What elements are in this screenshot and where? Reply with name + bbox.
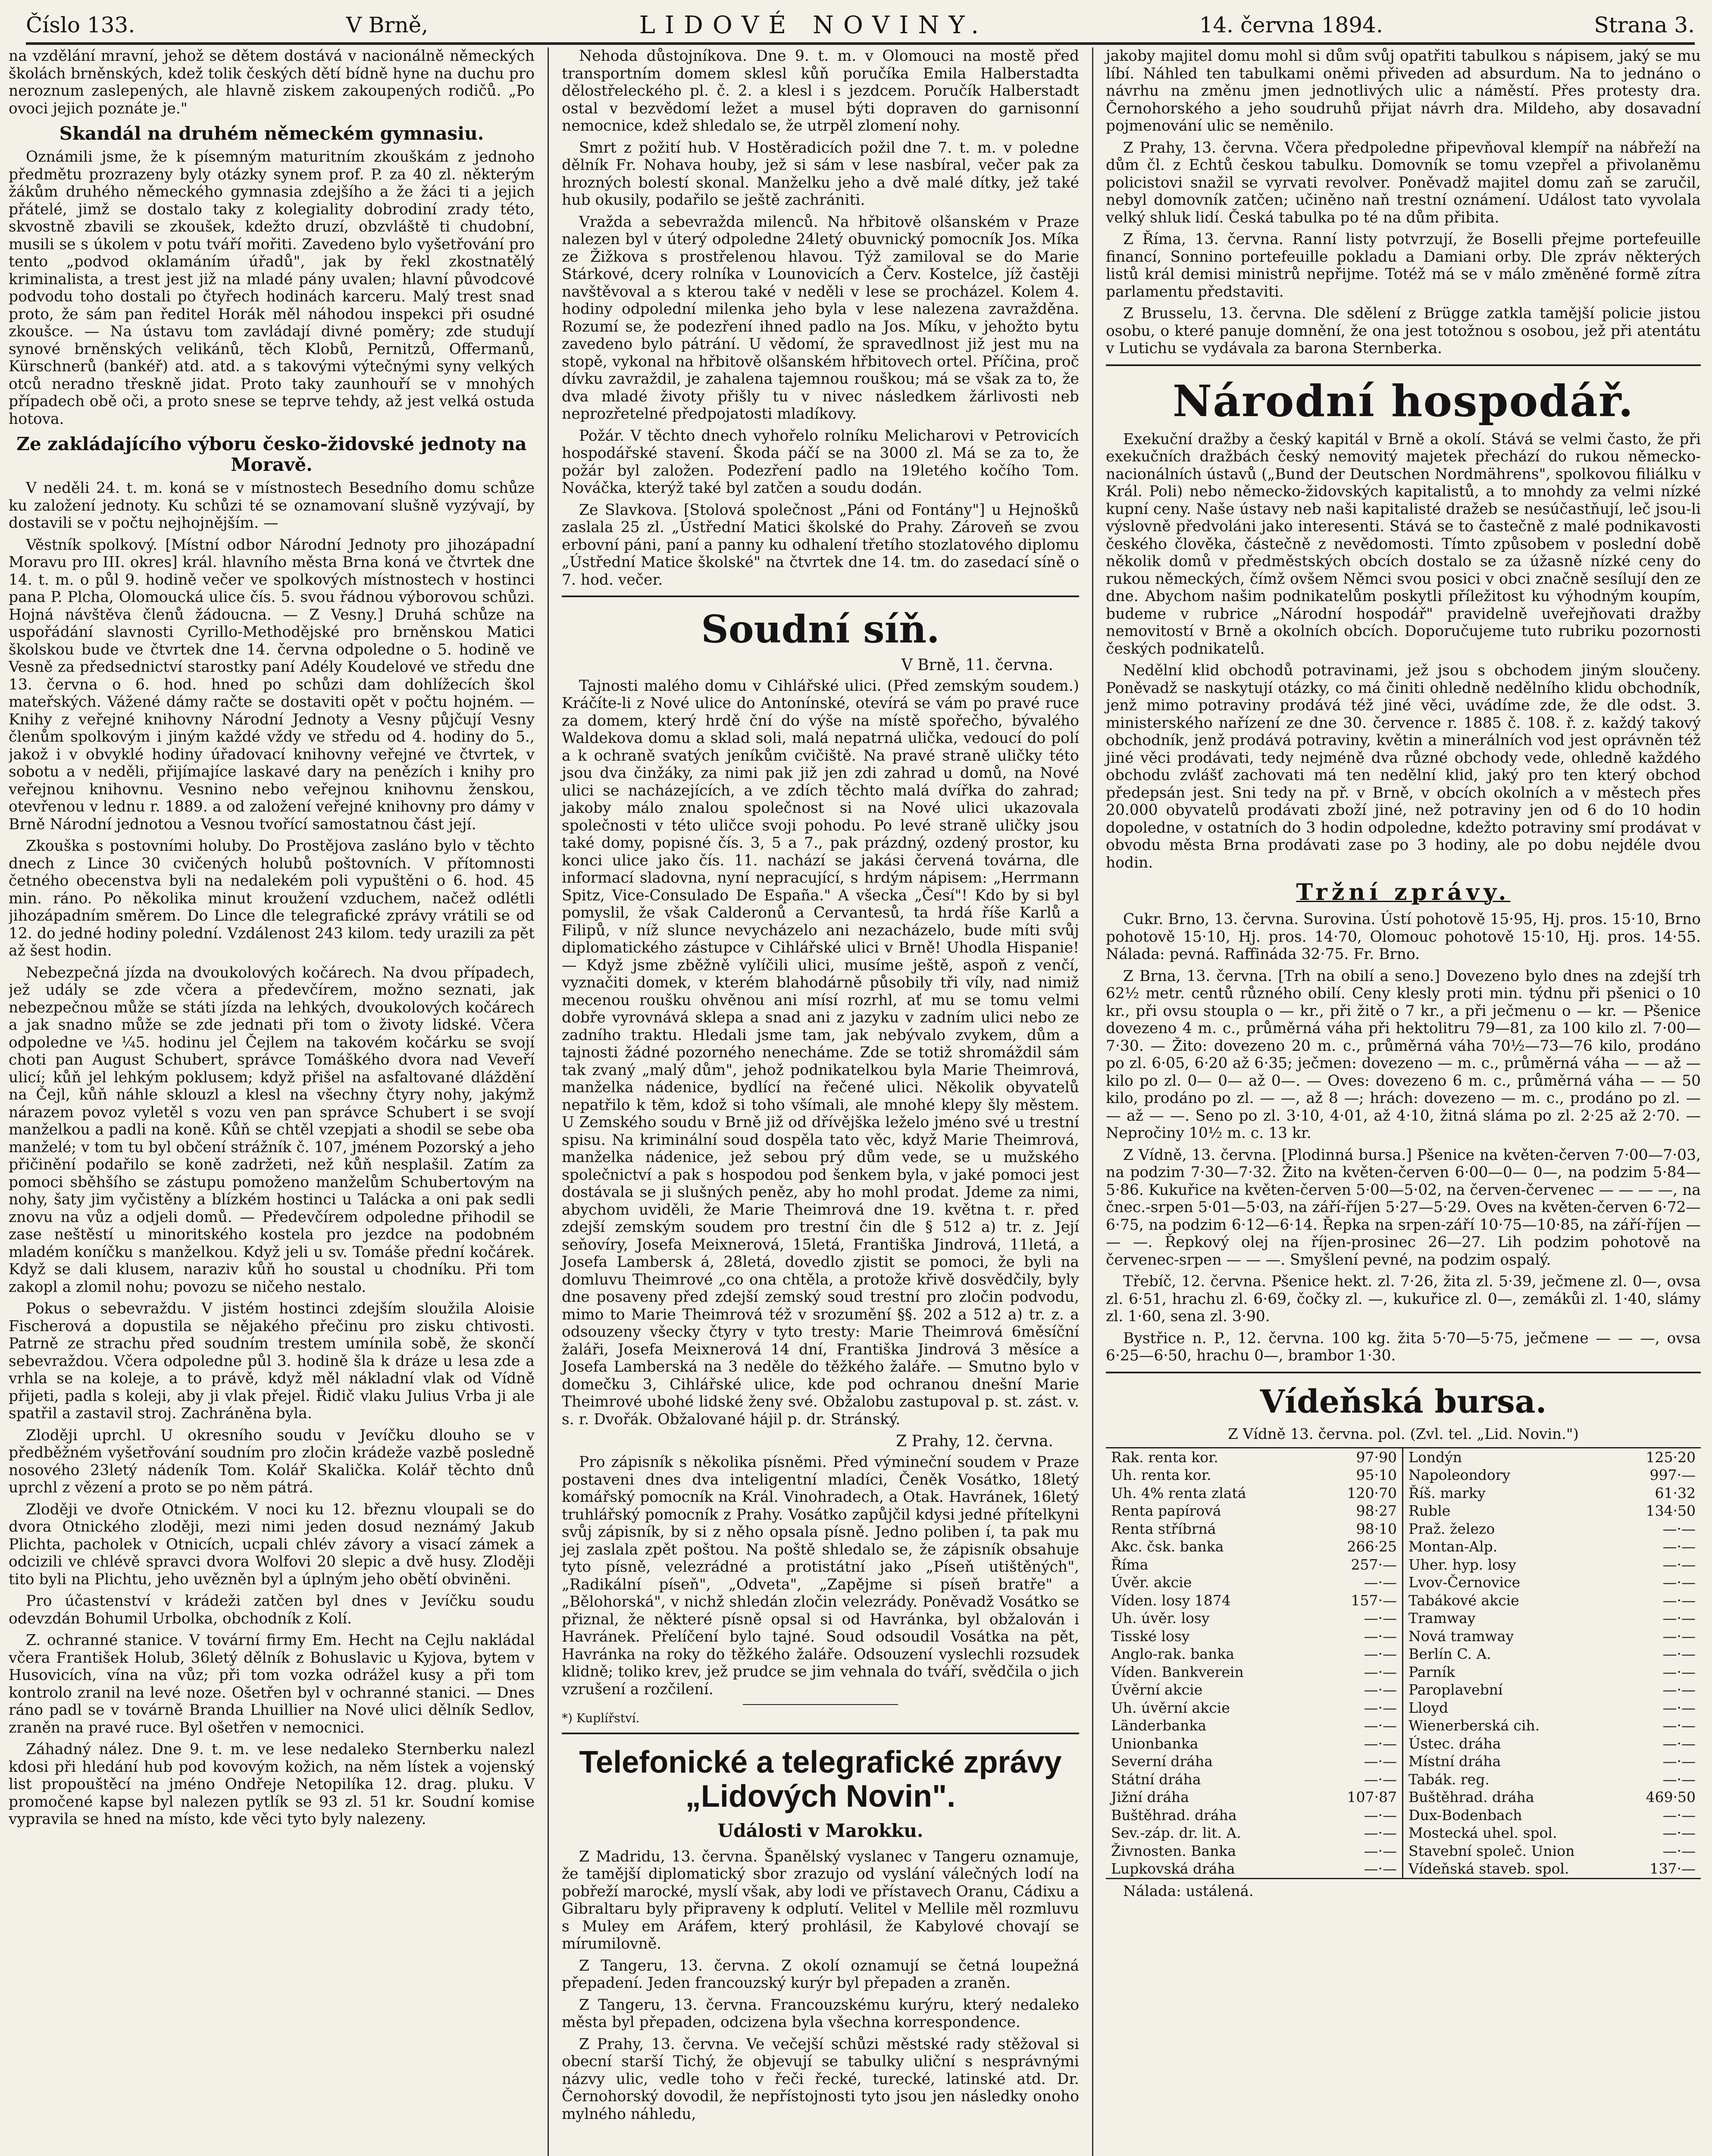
bourse-security-price: 98·10 — [1356, 1520, 1397, 1537]
section-title-vienna-bourse: Vídeňská bursa. — [1260, 1383, 1547, 1420]
bourse-security-name: Uh. úvěrní akcie — [1111, 1699, 1230, 1716]
article-text: Z Prahy, 13. června. Včera předpoledne připevňoval klempíř na nábřeží na dům čl. z Echtů českou tabulku. Domovník se tomu vzepřel a přivolaněmu policistovi snažil se vyrvati revolver. Poněvadž majitel domu zaň se zaručil, nebyl domovník zatčen; učiněno naň trestní oznámení. Událost tato vyvolala velký shluk lidí. Česká tabulka po té na dům přibita. — [1106, 139, 1701, 226]
bourse-subheading: Z Vídně 13. června. pol. (Zvl. tel. „Lid. Novin.") — [1228, 1425, 1579, 1443]
article-text: Zloději uprchl. U okresního soudu v Jevíčku dlouho se v předběžném vyšetřování soudním pro zločin krádeže vazbě posledně nosového 23letý nádeník Tom. Kolář Skalička. Kolář těchto dnů uprchl z vězení a proto se po něm pátrá. — [9, 1426, 535, 1496]
bourse-security-name: Víden. losy 1874 — [1111, 1592, 1231, 1609]
bourse-row — [1106, 1788, 1402, 1806]
bourse-security-name: Montan-Alp. — [1408, 1538, 1498, 1555]
bourse-security-price: —·— — [1662, 1842, 1696, 1859]
article-text: Z. ochranné stanice. V tovární firmy Em. Hecht na Cejlu nakládal včera František Holub, 36letý dělník z Bohuslavic u Kyjova, bytem v Husovicích, vína na vůz; při tom vozka odrážel kusy a při tom kontrolo zranil na levé noze. Ošetřen byl v ochranné stanici. — Dnes ráno padl se v továrně Branda Lhuillier na Nové ulici dělník Sedlov, zraněn na pravé ruce. Byl ošetřen v nemocnici. — [9, 1632, 535, 1736]
bourse-security-name: Uher. hyp. losy — [1408, 1556, 1516, 1573]
bourse-row — [1403, 1502, 1701, 1520]
bourse-security-price: —·— — [1662, 1771, 1696, 1788]
bourse-security-price: 997·— — [1649, 1467, 1696, 1484]
bourse-row — [1106, 1842, 1402, 1860]
bourse-row — [1403, 1448, 1701, 1467]
bourse-security-price: 107·87 — [1347, 1789, 1397, 1806]
bourse-security-price: —·— — [1662, 1538, 1696, 1555]
bourse-security-price: —·— — [1662, 1645, 1696, 1663]
bourse-security-name: Úvěr. akcie — [1111, 1574, 1192, 1591]
bourse-row — [1403, 1484, 1701, 1502]
section-heading: Ze zakládajícího výboru česko-židovské jednoty na Moravě. — [16, 433, 527, 475]
dateline: V Brně, 11. června. — [901, 656, 1053, 674]
bourse-row — [1106, 1484, 1402, 1502]
bourse-security-name: Buštěhrad. dráha — [1408, 1789, 1534, 1806]
bourse-row — [1403, 1520, 1701, 1538]
bourse-security-price: —·— — [1364, 1663, 1397, 1680]
bourse-security-name: Říš. marky — [1408, 1484, 1486, 1501]
bourse-row — [1106, 1735, 1402, 1753]
bourse-security-price: 157·— — [1351, 1592, 1397, 1609]
bourse-row — [1106, 1520, 1402, 1538]
bourse-security-price: —·— — [1364, 1753, 1397, 1770]
bourse-right-column — [1403, 1448, 1701, 1878]
article-text: Třebíč, 12. června. Pšenice hekt. zl. 7·26, žita zl. 5·39, ječmene zl. 0—, ovsa zl. 6·51, hrachu zl. 6·69, čočky zl. —, kukuřice zl. 0—, zemákůi zl. 1·40, slámy zl. 1·60, sena zl. 3·90. — [1106, 1273, 1701, 1325]
article-text: Cukr. Brno, 13. června. Surovina. Ústí pohotově 15·95, Hj. pros. 15·10, Brno pohotově 15·10, Hj. pros. 14·70, Olomouc pohotově 15·10, Hj. pros. 14·55. Nálada: pevná. Raffináda 32·75. Fr. Brno. — [1106, 911, 1701, 963]
article-text: Vražda a sebevražda milenců. Na hřbitově olšanském v Praze nalezen byl v úterý odpoledne 24letý obuvnický pomocník Jos. Míka ze Žižkova s prostřelenou hlavou. Týž zamiloval se do Marie Stárkové, dcery rolníka v Lounovicích a Červ. Kostelce, jíž častěji navštěvoval a s kterou také v neděli v lese se procházel. Kolem 4. hodiny odpolední milenka jeho byla v lese nalezena zavražděna. Rozumí se, že podezření ihned padlo na Jos. Míku, v jehožto bytu zavedeno bylo pátrání. U vědomí, že spravedlnost již jest mu na stopě, vykonal na hřbitově olšanském hřbitovech ortel. Příčina, proč dívku zavraždil, je zahalena tajemnou rouškou; má se však za to, že dva mladé životy přišly tu v nivec následkem žárlivosti neb neprozřetelné předpojatosti mladíkovy. — [562, 213, 1079, 423]
bourse-security-name: Mostecká uhel. spol. — [1408, 1824, 1557, 1842]
article-text: Pokus o sebevraždu. V jistém hostinci zdejším sloužila Aloisie Fischerová a dopustila se nějakého přečinu pro zisku chtivosti. Patrně ze strachu před soudním trestem umínila sobě, že skončí sebevraždou. Včera odpoledne půl 3. hodině šla k dráze u lesa zde a vrhla se na koleje, a to právě, když měl nákladní vlak od Vídně přijeti, padla s koleji, aby ji vlak přejel. Řidič vlaku Julius Vrba ji ale spatřil a zastavil stroj. Zachráněna byla. — [9, 1300, 535, 1422]
bourse-security-name: Ruble — [1408, 1502, 1451, 1520]
bourse-row — [1106, 1806, 1402, 1824]
section-title-narodni-hospodar: Národní hospodář. — [1172, 375, 1634, 426]
article-text: Pro zápisník s několika písněmi. Před výmineční soudem v Praze postaveni dnes dva inteligentní mladíci, Čeněk Vosátko, 18letý komářský pomocník na Král. Vinohradech, a Otak. Havránek, 16letý truhlářský pomocník z Prahy. Vosátko zapůjčil kdysi jedné přítelkyni svůj zápisník, by si z něho opsala písně. Jedno poliben í, ta pak mu jej zaslala zpět poštou. Na poště shledalo se, že zápisník obsahuje tyto písně, velezrádné a protistátní jako „Píseň utištěných", „Radikální píseň", „Odveta", „Zapějme si píseň bratře" a „Bělohorská", v nichž shledán zločin velezrády. Poněvadž Vosátko se přiznal, že některé písně opsal si od Havránka, byl obžalován i Havránek. Přelíčení bylo tajné. Soud odsoudil Vosátka na pět, Havránka na roky do těžkého žaláře. Odsouzení vyslechli rozsudek klidně; toliko krev, jež prudce se jim vehnala do tváří, svědčila o jich vzrušení a rozčilení. — [562, 1454, 1079, 1698]
bourse-security-name: Unionbanka — [1111, 1735, 1199, 1752]
bourse-security-price: —·— — [1662, 1735, 1696, 1752]
bourse-security-price: 469·50 — [1646, 1789, 1696, 1806]
article-text: Tajnosti malého domu v Cihlářské ulici. (Před zemským soudem.) Kráčíte-li z Nové ulice do Antonínské, otevírá se vám po pravé ruce za domem, který hrdě ční do výše na místě spořečho, bývalého Waldekova domu a sklad soli, malá nepatrná ulička, vedoucí do polí a k ochraně svatých jeníkům cvičiště. Na pravé straně uličky této jsou dva činžáky, za nimi pak již jen zdi zahrad u domů, na Nové ulici se nacházejících, a ve zdích těchto malá dvířka do zahrad; jakoby málo znalou společnost si na Nové ulici ukazovala společnosti v této uličce svoji pohodu. Po levé straně uličky jsou také domy, popisné čís. 3, 5 a 7., pak prázdný, ozdený prostor, ku konci ulice jako čís. 11. nachází se jakási červená továrna, dle informací sladovna, nyní nepracující, s hrdým nápisem: „Herrmann Spitz, Vice-Consulado De España." A všecka „Česí"! Kdo by si byl pomyslil, že však Calderonů a Cervantesů, ta hrdá říše Karlů a Filipů, v níž slunce nevycházelo ani nezacházelo, bude míti svůj diplomatického zástupce v Cihlářské ulici v Brně! Uhodla Hispanie! — Když jsme zběžně vylíčili ulici, musíme ještě, aspoň z venčí, vyznačiti domek, v kterém blahodárně působily tři víly, nad nimiž mecenou roušku ohvěnou ani mísí rozrhl, ať mu se tomu velmi dobře vyrovnává sklepa a snad ani z jazyku v zadním ulici nebo ze zadního traktu. Hledali jsme tam, jak nebývalo zvykem, dům a tajnosti žádné pozorného nenecháme. Zde se totiž shromáždil sám tak zvaný „malý dům", jehož podnikatelkou byla Marie Theimrová, manželka nádenice, bydlící na řečené ulici. Několik obyvatelů nepatřilo k těm, kdož si toho všímali, ale mnohé klepy šly městem. U Zemského soudu v Brně již od dřívějška leželo jméno své u trestní spisu. Na kriminální soud dospěla tato věc, když Marie Theimrová, manželka nádenice, jež sebou prý dům vede, se u mužského společnictví a pak s hospodou pod šenkem byla, v jaké pomoci jest dostávala se ji slušných peněz, aby ho mohl prodat. Jdeme za nimi, abychom uviděli, že Marie Theimrová dne 19. května t. r. před zdejší zemským soudem pro trestní čin dle § 512 a) tr. z. Její seňovíry, Josefa Meixnerová, 15letá, Františka Jindrová, 11letá, a Josefa Lambersk á, 28letá, dovedlo zjistit se pomoci, že byli na domluvu Theimrové „co ona chtěla, a protože křivě dosvědčily, byly dne posaveny před zdejší zemský soud trestní pro zločin podvodu, mimo to Marie Theimrová též v srozumění §§. 202 a 512 a) tr. z. a odsouzeny všecky čtyry v tyto tresty: Marie Theimrová 6měsíční žaláři, Josefa Meixnerová 14 dní, Františka Jindrová 3 měsíce a Josefa Lamberská na 3 neděle do těžkého žaláře. — Smutno bylo v domečku 3, Cihlářské ulice, kde pod ochranou dnešní Marie Theimrové ubohé lidské ženy své. Obžalobu zastupoval p. st. zást. v. s. r. Dvořák. Obžalované hájil p. dr. Stránský. — [562, 677, 1079, 1428]
bourse-row — [1106, 1645, 1402, 1663]
bourse-security-name: Víden. Bankverein — [1111, 1663, 1244, 1680]
bourse-row — [1106, 1466, 1402, 1484]
article-text: Nehoda důstojníkova. Dne 9. t. m. v Olomouci na mostě před transportním domem sklesl kůň poručíka Emila Halberstadta dělostřeleckého pl. č. 2. a klesl i s jezdcem. Poručík Halberstadt ostal v bezvědomí ležet a musel býti dopraven do garnisonní nemocnice, kdež shledalo se, že utrpěl zlomení nohy. — [562, 47, 1079, 135]
article-text: na vzdělání mravní, jehož se dětem dostává v nacionálně německých školách brněnských, kdež tolik českých dětí bídně hyne na duchu pro neroznum zaslepených, ale hlavně ziskem zakoupených rodičů. „Po ovoci jejich poznáte je." — [9, 47, 535, 117]
bourse-security-price: —·— — [1364, 1771, 1397, 1788]
bourse-row — [1403, 1699, 1701, 1717]
bourse-row — [1403, 1824, 1701, 1842]
bourse-security-price: 266·25 — [1347, 1538, 1397, 1555]
issue-date: 14. června 1894. — [1199, 13, 1383, 38]
bourse-row — [1106, 1699, 1402, 1717]
article-text: jakoby majitel domu mohl si dům svůj opatřiti tabulkou s nápisem, jaký se mu líbí. Náhled ten tabulkami oněmi přiveden ad absurdum. Na to jednáno o návrhu na změnu jmen jednotlivých ulic a náměstí. Přes protesty dra. Černohorského a jeho soudruhů přijat návrh dra. Mildeho, aby dosavadní pojmenování ulic se neměnilo. — [1106, 47, 1701, 135]
bourse-security-name: Paroplavební — [1408, 1681, 1503, 1698]
bourse-security-name: Nová tramway — [1408, 1627, 1514, 1645]
bourse-security-name: Berlín C. A. — [1408, 1645, 1491, 1663]
bourse-row — [1106, 1860, 1402, 1878]
bourse-row — [1403, 1627, 1701, 1645]
bourse-security-name: Sev.-záp. dr. lit. A. — [1111, 1824, 1241, 1842]
bourse-row — [1106, 1448, 1402, 1467]
bourse-row — [1106, 1538, 1402, 1556]
bourse-security-name: Státní dráha — [1111, 1771, 1201, 1788]
bourse-security-price: 98·27 — [1356, 1502, 1397, 1520]
bourse-row — [1106, 1752, 1402, 1771]
bourse-security-name: Uh. úvěr. losy — [1111, 1610, 1210, 1627]
bourse-row — [1403, 1681, 1701, 1699]
subheading: Události v Marokku. — [717, 1820, 923, 1841]
bourse-security-name: Tisské losy — [1111, 1627, 1190, 1645]
bourse-security-price: —·— — [1364, 1645, 1397, 1663]
header-city: V Brně, — [346, 13, 429, 38]
bourse-security-name: Vídeňská staveb. spol. — [1408, 1860, 1569, 1877]
bourse-row — [1106, 1627, 1402, 1645]
bourse-mood: Nálada: ustálená. — [1123, 1882, 1254, 1900]
bourse-security-name: Länderbanka — [1111, 1717, 1206, 1734]
article-text: Exekuční dražby a český kapitál v Brně a okolí. Stává se velmi často, že při exekučních dražbách český nemovitý majetek přechází do rukou německo-nacionálních ústavů („Bund der Deutschen Nordmährens", spolkovou filiálku v Král. Poli) nebo německo-židovských kapitalistů, a to mnohdy za velmi nízké kupní ceny. Naše ústavy neb naši kapitalisté dražeb se nesúčastňují, leč jsou-li výslovně předvoláni jako interesenti. Stává se to častečně z malé podnikavosti českého člověka, částečně z nevědomosti. Tímto způsobem v poslední době několik domů v předměstských obcích dostalo se za úžasně nízké ceny do rukou německých, čímž ovšem Němci svou posici v obci značně sesílují den ze dne. Abychom našim podnikatelům poskytli příležitost ku výhodným koupím, budeme v rubrice „Národní hospodář" pravidelně uveřejňovati dražby nemovitostí v Brně a okolních obcích. Doporučujeme tuto rubriku pozornosti českých podnikatelů. — [1106, 430, 1701, 658]
bourse-security-name: Anglo-rak. banka — [1111, 1645, 1234, 1663]
bourse-security-name: Dux-Bodenbach — [1408, 1806, 1522, 1824]
bourse-row — [1106, 1717, 1402, 1735]
bourse-security-price: —·— — [1662, 1556, 1696, 1573]
bourse-security-price: —·— — [1662, 1627, 1696, 1645]
article-text: Zloději ve dvoře Otnickém. V noci ku 12. březnu vloupali se do dvora Otnického zloději, mezi nimi jeden dosud neznámý Jakub Plichta, pacholek v Otnicích, ucpali chlév závory a visací zámek a odcizili ve chlévě spravci dvora Wolfovi 20 slepic a dvě husy. Zloději tito byli na Plichtu, jeho uvězněn byl a úplným jeho obětí obviněni. — [9, 1501, 535, 1588]
bourse-row — [1403, 1788, 1701, 1806]
bourse-security-name: Říma — [1111, 1556, 1149, 1573]
bourse-row — [1403, 1573, 1701, 1592]
bourse-row — [1403, 1645, 1701, 1663]
bourse-security-name: Úvěrní akcie — [1111, 1681, 1203, 1698]
article-text: Záhadný nález. Dne 9. t. m. ve lese nedaleko Sternberku nalezl kdosi při hledání hub pod kovovým kožich, na něm lístek a vojenský list propouštěcí na jméno Ondřeje Netopilíka 12. drag. pluku. V promočené kapse byl nalezen pytlík se 93 zl. 51 kr. Soudní komise vypravila se hned na místo, kde věci tyto byly nalezeny. — [9, 1741, 535, 1828]
page-number: Strana 3. — [1594, 13, 1695, 38]
bourse-security-price: —·— — [1364, 1627, 1397, 1645]
bourse-security-price: —·— — [1364, 1574, 1397, 1591]
bourse-row — [1106, 1592, 1402, 1610]
bourse-row — [1106, 1824, 1402, 1842]
bourse-row — [1403, 1860, 1701, 1878]
bourse-row — [1106, 1573, 1402, 1592]
bourse-security-price: —·— — [1662, 1663, 1696, 1680]
bourse-row — [1403, 1806, 1701, 1824]
bourse-security-price: —·— — [1364, 1842, 1397, 1859]
bourse-security-price: 95·10 — [1356, 1467, 1397, 1484]
bourse-security-price: —·— — [1662, 1520, 1696, 1537]
divider — [562, 1733, 1079, 1734]
bourse-security-name: Rak. renta kor. — [1111, 1448, 1218, 1466]
article-text: V neděli 24. t. m. koná se v místnostech Besedního domu schůze ku založení jednoty. Ku schůzi té se oznamovaní slušně vyzývají, by dostavili se v počtu nejhojnějším. — — [9, 479, 535, 532]
column-2 — [553, 47, 1088, 2156]
bourse-security-price: —·— — [1364, 1735, 1397, 1752]
column-3 — [1097, 47, 1701, 2156]
bourse-security-name: Tramway — [1408, 1610, 1476, 1627]
bourse-security-name: Lloyd — [1408, 1699, 1449, 1716]
bourse-security-name: Tabákové akcie — [1408, 1592, 1519, 1609]
issue-number: Číslo 133. — [26, 13, 135, 38]
bourse-security-price: —·— — [1364, 1860, 1397, 1877]
bourse-row — [1403, 1556, 1701, 1574]
bourse-security-price: —·— — [1364, 1717, 1397, 1734]
section-title-market-news: Tržní zprávy. — [1296, 879, 1511, 906]
bourse-security-price: —·— — [1662, 1592, 1696, 1609]
bourse-row — [1403, 1538, 1701, 1556]
article-text: Z Tangeru, 13. června. Z okolí oznamují se četná loupežná přepadení. Jeden francouzský kurýr byl přepaden a zraněn. — [562, 1957, 1079, 1992]
bourse-security-name: Parník — [1408, 1663, 1455, 1680]
section-heading: Skandál na druhém německém gymnasiu. — [59, 123, 484, 144]
article-text: Z Brusselu, 13. června. Dle sdělení z Brügge zatkla tamější policie jistou osobu, o které panuje domnění, že ona jest totožnou s osobou, jež při atentátu v Lutichu se vydávala za barona Sternberka. — [1106, 305, 1701, 357]
bourse-security-price: —·— — [1662, 1806, 1696, 1824]
bourse-security-price: —·— — [1364, 1681, 1397, 1698]
column-rule — [1092, 47, 1093, 2156]
bourse-security-name: Wienerberská cih. — [1408, 1717, 1540, 1734]
bourse-security-price: —·— — [1364, 1806, 1397, 1824]
article-text: Z Madridu, 13. června. Španělský vyslanec v Tangeru oznamuje, že tamější diplomatický sbor zrazujo od vyslání válečných lodí na pobřeží marocké, myslí však, aby lodi ve přístavech Oranu, Cádixu a Gibraltaru byly připraveny k odplutí. Velitel v Mellile měl rozmluvu s Muley em Aráfem, který prohlásil, že Kabylové chovají se mírumilovně. — [562, 1848, 1079, 1953]
article-text: Oznámili jsme, že k písemným maturitním zkouškám z jednoho předmětu prozrazeny byly otázky synem prof. P. za 40 zl. některým žákům druhého německého gymnasia zdejšího a že žáci ti a jejich přátelé, jimž se dostalo taky z kolegiality dobrodiní zrady této, skvostně zbavili se zkoušek, kdežto druzí, obzvláště ti chudobní, musili se s úkolem v potu tváří mořiti. Zavedeno bylo vyšetřování pro tento „podvod oklamáním úřadů", jak by řekl zkostnatělý kriminalista, a trest jest již na mladé pány uvalen; hlavní původcové podvodu toho dostali po čtyřech hodinách karceru. Malý trest snad proto, že sám pan ředitel Horák měl náhodou inspekci při osudné zkoušce. — Na ústavu tom zavládají divné poměry; zde studují synové brněnských velikánů, těch Klobů, Pernitzů, Offermanů, Kürschnerů (bankéř) atd. atd. a s takovými výtečnými syny velkých otců neradno třeskně jidat. Proto taky zaunhouří se v mnohých případech obě oči, a proto snese se teprve tehdy, až jest velká ostuda hotova. — [9, 148, 535, 428]
masthead-title: LIDOVÉ NOVINY. — [639, 11, 988, 39]
article-text: Ze Slavkova. [Stolová společnost „Páni od Fontány"] u Hejnošků zaslala 25 zl. „Ústřední Matici školské do Prahy. Zároveň se zvou erbovní páni, paní a panny ku odhalení třetího stozlatového diplomu „Ústřední Matice školské" na čtvrtek dne 14. tm. do zasedací síně o 7. hod. večer. — [562, 501, 1079, 589]
section-title-soudni-sin: Soudní síň. — [701, 607, 940, 652]
bourse-security-price: 61·32 — [1655, 1484, 1696, 1501]
bourse-row — [1106, 1681, 1402, 1699]
column-rule — [548, 47, 549, 2156]
bourse-row — [1403, 1717, 1701, 1735]
bourse-security-name: Severní dráha — [1111, 1753, 1213, 1770]
bourse-security-name: Živnosten. Banka — [1111, 1842, 1236, 1859]
article-text: Z Říma, 13. června. Ranní listy potvrzují, že Boselli přejme portefeuille financí, Sonnino portefeuille pokladu a Damiani orby. Dle zpráv některých listů král demisi ministrů nepřijme. Totéž má se v málo změněné formě zítra parlamentu představiti. — [1106, 231, 1701, 301]
bourse-security-name: Uh. 4% renta zlatá — [1111, 1484, 1246, 1501]
column-1 — [9, 47, 543, 2156]
bourse-security-price: 257·— — [1351, 1556, 1397, 1573]
bourse-security-price: —·— — [1364, 1610, 1397, 1627]
bourse-security-name: Ústec. dráha — [1408, 1735, 1501, 1752]
bourse-security-name: Uh. renta kor. — [1111, 1467, 1211, 1484]
footnote: *) Kuplířství. — [562, 1711, 640, 1726]
article-text: Bystřice n. P., 12. června. 100 kg. žita 5·70—5·75, ječmene — — —, ovsa 6·25—6·50, hrachu 0—, brambor 1·30. — [1106, 1329, 1701, 1364]
dateline: Z Prahy, 12. června. — [896, 1432, 1053, 1451]
bourse-security-price: —·— — [1364, 1824, 1397, 1842]
bourse-security-name: Renta stříbrná — [1111, 1520, 1216, 1537]
bourse-row — [1106, 1663, 1402, 1681]
article-text: Nedělní klid obchodů potravinami, jež jsou s obchodem jiným sloučeny. Poněvadž se naskytují otázky, co má činiti ohledně nedělního klidu obchodník, jenž mimo potraviny prodává též jiné věci, uvádíme zde, že dle odst. 3. ministerského nařízení ze dne 30. července r. 1885 č. 108. ř. z. každý takový obchodník, jenž prodává potraviny, květin a minerálních vod jest oprávněn též jiné věci prodávati, tedy nejméně dva různé obchody vede, ohledně každého obchodu zvlášť zachovati má ten nedělní klid, jaký pro ten který obchod předepsán jest. Sni tedy na př. v Brně, v obcích okolních a v městech přes 20.000 obyvatelů prodávati zboží jiné, než potraviny jen od 6 do 10 hodin dopoledne, v ostatních do 3 hodin odpoledne, kdežto potraviny smí prodávat v obvodu města Brna prodávati zase po 3 hodiny, ale po dobu nejdéle dvou hodin. — [1106, 662, 1701, 871]
bourse-row — [1106, 1771, 1402, 1789]
bourse-security-price: 97·90 — [1356, 1448, 1397, 1466]
divider — [743, 1704, 898, 1705]
bourse-security-price: 134·50 — [1646, 1502, 1696, 1520]
bourse-security-name: Renta papírová — [1111, 1502, 1221, 1520]
bourse-security-price: —·— — [1662, 1824, 1696, 1842]
bourse-row — [1106, 1502, 1402, 1520]
bourse-row — [1403, 1842, 1701, 1860]
bourse-security-name: Praž. železo — [1408, 1520, 1495, 1537]
bourse-row — [1106, 1556, 1402, 1574]
bourse-security-name: Buštěhrad. dráha — [1111, 1806, 1237, 1824]
running-head — [26, 8, 1695, 45]
bourse-security-name: Místní dráha — [1408, 1753, 1501, 1770]
bourse-row — [1403, 1663, 1701, 1681]
bourse-security-price: —·— — [1364, 1699, 1397, 1716]
bourse-row — [1403, 1609, 1701, 1627]
section-title-telegrams: Telefonické a telegrafické zprávy „Lidových Novin". — [579, 1745, 1062, 1814]
divider — [562, 595, 1079, 597]
bourse-row — [1403, 1771, 1701, 1789]
bourse-security-price: —·— — [1662, 1574, 1696, 1591]
divider — [1106, 364, 1701, 366]
article-text: Věstník spolkový. [Místní odbor Národní Jednoty pro jihozápadní Moravu pro III. okres] král. hlavního města Brna koná ve čtvrtek dne 14. t. m. o půl 9. hodině večer ve spolkových místnostech v hostinci pana P. Plcha, Olomoucká ulice čís. 5. svou řádnou výborovou schůzi. Hojná návštěva členů žádoucna. — Z Vesny.] Druhá schůze na uspořádání slavnosti Cyrillo-Methodějské pro brněnskou Matici školskou bude ve čtvrtek dne 14. června odpoledne o 5. hodině ve Vesně za předsednictví starostky paní Adély Koudelové ve středu dne 13. června o 6. hod. hned po schůzi dam dohlížecích škol mateřských. Vážené dámy račte se dostaviti opět v počtu hojném. — Knihy z veřejné knihovny Národní Jednoty a Vesny půjčují Vesny členům spolkovým i jiným každé vždy ve středu od 4. hodiny do 5., jakož i v obvyklé hodiny úřadovací knihovny veřejné ve čtvrtek, v sobotu a v neděli, přijímajíce laskavé dary na penězích i knihy pro veřejnou knihovnu. Vesnino nebo veřejnou knihovnu ženskou, otevřenou v lednu r. 1889. a od založení veřejné knihovny pro dámy v Brně Národní jednotou a Vesnou tvořící samostatnou část její. — [9, 536, 535, 833]
article-text: Smrt z požití hub. V Hostěradicích požil dne 7. t. m. v poledne dělník Fr. Nohava houby, jež si sám v lese nasbíral, večer pak za hrozných bolestí skonal. Manželku jeho a dvě malé dítky, jež také hub okusily, podařilo se ještě zachrániti. — [562, 139, 1079, 209]
bourse-security-price: 120·70 — [1347, 1484, 1397, 1501]
bourse-table — [1106, 1447, 1701, 1879]
divider — [1106, 1372, 1701, 1373]
bourse-security-name: Lvov-Černovice — [1408, 1574, 1521, 1591]
article-text: Z Brna, 13. června. [Trh na obilí a seno.] Dovezeno bylo dnes na zdejší trh 62½ metr. centů různého obilí. Ceny klesly proti min. týdnu při pšenici o 10 kr., při ovsu stoupla o — kr., při žitě o 7 kr., a při ječmenu o — kr. — Pšenice dovezeno 4 m. c., průměrná váha při hektolitru 79—81, za 100 kilo zl. 7·00—7·30. — Žito: dovezeno 20 m. c., průměrná váha 70½—73—76 kilo, prodáno po zl. 6·05, 6·20 až 6·35; ječmen: dovezeno — m. c., průměrná váha — — až — kilo po zl. 0— 0— až 0—. — Oves: dovezeno 6 m. c., průměrná váha — — 50 kilo, prodáno po zl. — —, až 8 —; hrách: dovezeno — m. c., prodáno po zl. — — až — —. Seno po zl. 3·10, 4·01, až 4·10, žitná sláma po zl. 2·25 až 2·70. — Nepročiny 10½ m. c. 13 kr. — [1106, 967, 1701, 1142]
article-text: Pro účastenství v krádeži zatčen byl dnes v Jevíčku soudu odevzdán Bohumil Urbolka, obchodník z Kolí. — [9, 1592, 535, 1627]
article-text: Z Vídně, 13. června. [Plodinná bursa.] Pšenice na květen-červen 7·00—7·03, na podzim 7·30—7·32. Žito na květen-červen 6·00—0— 0—, na podzim 5·84—5·86. Kukuřice na květen-červen 5·00—5·02, na červen-červenec — — — —, na čnec.-srpen 5·01—5·03, na září-říjen 5·27—5·29. Oves na květen-červen 6·72—6·75, na podzim 6·12—6·14. Řepka na srpen-září 10·75—10·85, na září-říjen — — —. Řepkový olej na říjen-prosinec 26—27. Lih podzim pohotově na červenec-srpen — — —. Smyšlení pevné, na podzim ospalý. — [1106, 1146, 1701, 1269]
bourse-security-price: 137·— — [1649, 1860, 1696, 1877]
bourse-row — [1403, 1752, 1701, 1771]
bourse-security-price: 125·20 — [1646, 1448, 1696, 1466]
bourse-row — [1403, 1735, 1701, 1753]
bourse-row — [1106, 1609, 1402, 1627]
article-text: Zkouška s postovními holuby. Do Prostějova zasláno bylo v těchto dnech z Lince 30 cvičených holubů poštovních. V přítomnosti četného obecenstva byli na nedalekém poli vypuštěni o 6. hod. 45 min. ráno. Po několika minut kroužení vzduchem, načež odlétli jihozápadním směrem. Do Lince dle telegrafické zprávy vrátili se od 12. do jedné hodiny polední. Vzdálenost 243 kilom. tedy urazili za pět až šest hodin. — [9, 837, 535, 959]
bourse-security-price: —·— — [1662, 1753, 1696, 1770]
bourse-security-name: Stavební společ. Union — [1408, 1842, 1575, 1859]
bourse-row — [1403, 1466, 1701, 1484]
bourse-security-name: Londýn — [1408, 1448, 1462, 1466]
bourse-row — [1403, 1592, 1701, 1610]
bourse-security-price: —·— — [1662, 1717, 1696, 1734]
article-text: Z Tangeru, 13. června. Francouzskému kurýru, který nedaleko města byl přepaden, odcizena byla všechna korrespondence. — [562, 1996, 1079, 2031]
article-text: Z Prahy, 13. června. Ve večejší schůzi městské rady stěžoval si obecní starší Tichý, že objevují se tabulky uliční s nesprávnými názvy ulic, vedle toho v řeči řecké, turecké, latinské atd. Dr. Černohorský dovodil, že nepřístojnosti tyto jsou jen následky onoho mylného náhledu, — [562, 2035, 1079, 2123]
bourse-security-name: Tabák. reg. — [1408, 1771, 1490, 1788]
bourse-security-price: —·— — [1662, 1699, 1696, 1716]
bourse-security-name: Akc. čsk. banka — [1111, 1538, 1224, 1555]
bourse-security-name: Jižní dráha — [1111, 1789, 1189, 1806]
article-text: Požár. V těchto dnech vyhořelo rolníku Melicharovi v Petrovicích hospodářské stavení. Škoda páčí se na 3000 zl. Má se za to, že požár byl založen. Podezření padlo na 19letého kočího Tom. Nováčka, kterýž také byl zatčen a soudu dodán. — [562, 427, 1079, 497]
bourse-security-price: —·— — [1662, 1681, 1696, 1698]
bourse-security-name: Lupkovská dráha — [1111, 1860, 1235, 1877]
bourse-left-column — [1106, 1448, 1403, 1878]
article-text: Nebezpečná jízda na dvoukolových kočárech. Na dvou případech, jež udály se zde včera a předevčírem, možno seznati, jak nebezpečnou může se státi jízda na lehkých, dvoukolových kočárech a jak snadno může se zde jednati při tom o životy lidské. Včera odpoledne ve ¼5. hodinu jel Čejlem na takovém kočárku se svojí choti pan August Schubert, správce Tomáškého dvora nad Veveří ulicí; kůň jel lehkým poklusem; když přišel na asfaltované dláždění na Čejl, kůň náhle sklouzl a klesl na všechny čtyry nohy, jakýmž nárazem povoz vyletěl s vozu ven pan správce Schubert i se svojí manželkou a padli na koně. Kůň se chtěl vzepjati a shodil se sebe oba manželé; v tom tu byl občení strážník č. 107, jménem Pozorský a jeho přičinění podařilo se koně zadržeti, než kůň nesplašil. Zatím za pomoci sběhšího se zástupu pomoženo manželům Schubertovým na nohy, šaty jim vyčistěny a blízkém hostinci u Talácka a oni pak sedli znovu na vůz a odjeli domů. — Předevčírem odpoledne přihodil se zase neštěstí u minoritského kostela pro jezdce na podobném mladém koníčku s manželkou. Když jeli u sv. Tomáše přední kočárek. Když se dali klusem, naraziv kůň ho soustal u chodníku. Při tom zakopl a zlomil nohu; povozu se ničeho nestalo. — [9, 964, 535, 1296]
bourse-security-name: Napoleondory — [1408, 1467, 1511, 1484]
bourse-security-price: —·— — [1662, 1610, 1696, 1627]
